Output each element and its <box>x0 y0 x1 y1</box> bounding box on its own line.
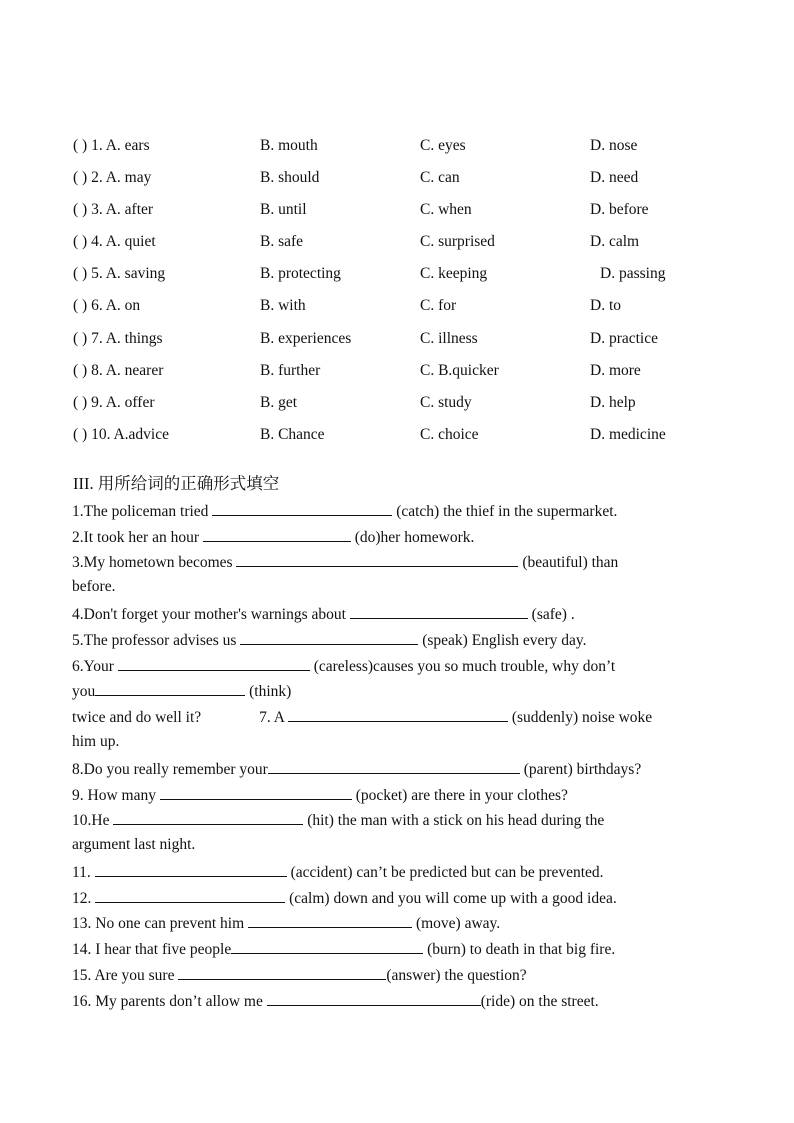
answer-blank[interactable] <box>240 630 418 645</box>
line-text: (pocket) are there in your clothes? <box>351 787 568 804</box>
mc-question: ( ) 9. A. offer <box>73 394 155 411</box>
line-text: 4.Don't forget your mother's warnings about <box>72 606 350 623</box>
mc-option-b: B. safe <box>260 233 304 250</box>
fill-line <box>72 965 527 985</box>
line-text: twice and do well it? <box>72 709 202 726</box>
mc-option-c: C. when <box>420 201 472 218</box>
mc-option-d: D. need <box>590 169 639 186</box>
answer-blank[interactable] <box>236 552 518 567</box>
line-text: 13. No one can prevent him <box>72 915 249 932</box>
answer-blank[interactable] <box>95 888 285 903</box>
mc-option-c: C. surprised <box>420 233 495 250</box>
fill-line <box>72 862 604 882</box>
fill-line <box>72 991 599 1011</box>
line-text: 8.Do you really remember your <box>72 761 268 778</box>
mc-option-b: B. mouth <box>260 137 318 154</box>
line-text: you <box>72 683 96 700</box>
line-text: 16. My parents don’t allow me <box>72 993 267 1010</box>
fill-line <box>72 836 195 854</box>
line-text: (move) away. <box>412 915 501 932</box>
answer-blank[interactable] <box>350 604 528 619</box>
mc-question: ( ) 5. A. saving <box>73 265 166 282</box>
mc-option-c: C. choice <box>420 426 479 443</box>
line-text: 2.It took her an hour <box>72 529 203 546</box>
line-text: 15. Are you sure <box>72 967 179 984</box>
fill-line <box>72 888 617 908</box>
answer-blank[interactable] <box>212 501 392 516</box>
mc-question: ( ) 2. A. may <box>73 169 152 186</box>
fill-line <box>72 630 586 650</box>
fill-line <box>72 578 115 596</box>
line-text: (ride) on the street. <box>480 993 599 1010</box>
answer-blank[interactable] <box>95 681 245 696</box>
mc-question: ( ) 8. A. nearer <box>73 362 164 379</box>
mc-option-b: B. protecting <box>260 265 341 282</box>
mc-option-b: B. with <box>260 297 306 314</box>
mc-question: ( ) 7. A. things <box>73 330 163 347</box>
fill-line <box>72 759 641 779</box>
line-text: before. <box>72 578 116 595</box>
fill-line <box>72 501 617 521</box>
fill-line <box>72 913 500 933</box>
line-text: (accident) can’t be predicted but can be prevented. <box>286 864 604 881</box>
mc-option-c: C. illness <box>420 330 478 347</box>
mc-question: ( ) 10. A.advice <box>73 426 169 443</box>
mc-option-c: C. for <box>420 297 457 314</box>
answer-blank[interactable] <box>118 656 310 671</box>
mc-option-b: B. get <box>260 394 298 411</box>
mc-option-d: D. more <box>590 362 641 379</box>
answer-blank[interactable] <box>267 991 481 1006</box>
mc-option-c: C. keeping <box>420 265 488 282</box>
line-text: (beautiful) than <box>518 554 619 571</box>
line-text: (parent) birthdays? <box>519 761 642 778</box>
line-text: (burn) to death in that big fire. <box>423 941 616 958</box>
line-text: (catch) the thief in the supermarket. <box>392 503 618 520</box>
answer-blank[interactable] <box>268 759 520 774</box>
answer-blank[interactable] <box>231 939 423 954</box>
mc-option-d: D. nose <box>590 137 638 154</box>
mc-option-b: B. should <box>260 169 320 186</box>
line-text: (suddenly) noise woke <box>507 709 653 726</box>
mc-question: ( ) 6. A. on <box>73 297 141 314</box>
line-text: 1.The policeman tried <box>72 503 213 520</box>
mc-option-b: B. until <box>260 201 307 218</box>
mc-option-c: C. study <box>420 394 472 411</box>
fill-line <box>72 552 618 572</box>
mc-option-c: C. eyes <box>420 137 466 154</box>
mc-option-c: C. B.quicker <box>420 362 499 379</box>
fill-line <box>72 604 575 624</box>
fill-line <box>72 939 615 959</box>
fill-line <box>72 810 604 830</box>
line-text: (answer) the question? <box>386 967 527 984</box>
fill-line <box>72 527 474 547</box>
line-text: (speak) English every day. <box>418 632 587 649</box>
fill-line <box>72 733 119 751</box>
mc-question: ( ) 3. A. after <box>73 201 154 218</box>
mc-option-d: D. help <box>590 394 636 411</box>
line-text: him up. <box>72 733 120 750</box>
line-text: 14. I hear that five people <box>72 941 232 958</box>
line-text: argument last night. <box>72 836 196 853</box>
section-title: III. 用所给词的正确形式填空 <box>73 474 280 493</box>
mc-option-c: C. can <box>420 169 460 186</box>
fill-line <box>72 681 291 701</box>
mc-option-d: D. medicine <box>590 426 666 443</box>
answer-blank[interactable] <box>248 913 412 928</box>
mc-option-d: D. to <box>590 297 621 314</box>
mc-option-b: B. further <box>260 362 321 379</box>
line-text: 9. How many <box>72 787 160 804</box>
mc-question: ( ) 4. A. quiet <box>73 233 156 250</box>
line-text: (careless)causes you so much trouble, why don’t <box>309 658 616 675</box>
mc-option-b: B. Chance <box>260 426 325 443</box>
line-text: (calm) down and you will come up with a good idea. <box>285 890 617 907</box>
mc-option-b: B. experiences <box>260 330 352 347</box>
mc-option-d: D. calm <box>590 233 640 250</box>
fill-line <box>72 656 615 676</box>
answer-blank[interactable] <box>160 785 352 800</box>
answer-blank[interactable] <box>288 707 508 722</box>
line-text: (do)her homework. <box>350 529 475 546</box>
answer-blank[interactable] <box>113 810 303 825</box>
line-text: 3.My hometown becomes <box>72 554 237 571</box>
mc-option-d: D. passing <box>600 265 666 282</box>
line-text: (think) <box>245 683 292 700</box>
line-text: 12. <box>72 890 96 907</box>
line-text: 5.The professor advises us <box>72 632 241 649</box>
mc-option-d: D. practice <box>590 330 658 347</box>
line-text: (safe) . <box>527 606 575 623</box>
line-text: 6.Your <box>72 658 118 675</box>
fill-line <box>72 707 652 727</box>
mc-option-d: D. before <box>590 201 649 218</box>
mc-question: ( ) 1. A. ears <box>73 137 150 154</box>
line-text: 7. A <box>259 709 288 726</box>
line-text: 10.He <box>72 812 114 829</box>
answer-blank[interactable] <box>178 965 386 980</box>
fill-line <box>72 785 568 805</box>
answer-blank[interactable] <box>203 527 351 542</box>
line-text: 11. <box>72 864 95 881</box>
line-text: (hit) the man with a stick on his head during the <box>303 812 605 829</box>
answer-blank[interactable] <box>95 862 287 877</box>
